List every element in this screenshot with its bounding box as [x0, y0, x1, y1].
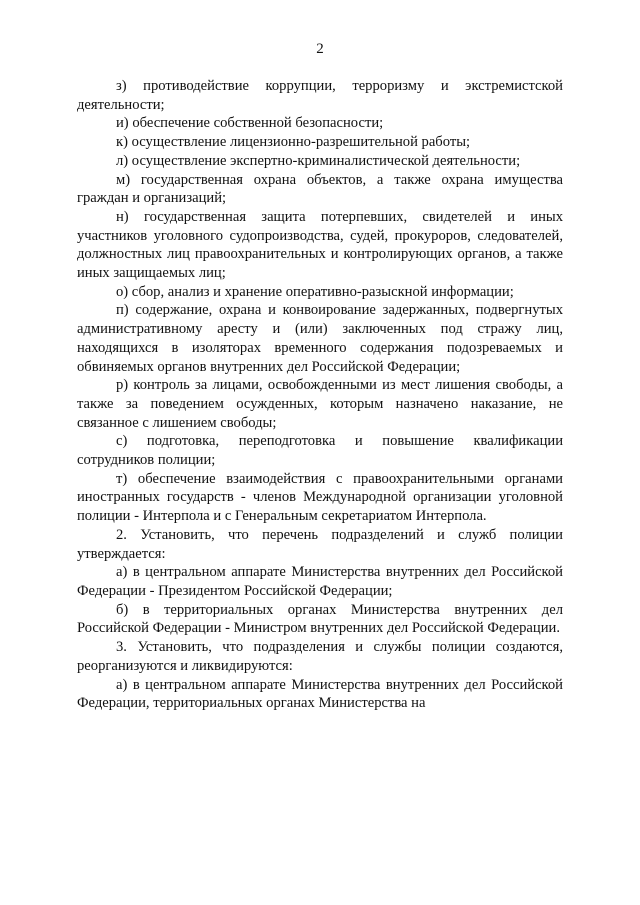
page-number: 2 [316, 41, 324, 57]
paragraph-s: с) подготовка, переподготовка и повышение квалификации сотрудников полиции; [77, 433, 563, 469]
paragraph-o: о) сбор, анализ и хранение оперативно-разыскной информации; [116, 283, 514, 300]
paragraph-item-2a: а) в центральном аппарате Министерства внутренних дел Российской Федерации - Президентом Российской Федерации; [77, 564, 563, 599]
paragraph-p: п) содержание, охрана и конвоирование задержанных, подвергнутых административному аресту и (или) заключенных под стражу лиц, находящихся в изоляторах временного содержания подозреваемых и обвиняемых органов внутренних дел Российской Федерации; [77, 302, 563, 375]
paragraph-item-3a: а) в центральном аппарате Министерства внутренних дел Российской Федерации, территориальных органах Министерства на [77, 676, 563, 712]
paragraph-l: л) осуществление экспертно-криминалистической деятельности; [116, 152, 521, 169]
paragraph-k: к) осуществление лицензионно-разрешительной работы; [116, 134, 471, 151]
document-body [77, 77, 563, 713]
paragraph-i: и) обеспечение собственной безопасности; [116, 115, 384, 132]
paragraph-item-2b: б) в территориальных органах Министерства внутренних дел Российской Федерации - Министром внутренних дел Российской Федерации. [77, 601, 563, 637]
paragraph-r: р) контроль за лицами, освобожденными из мест лишения свободы, а также за поведением осужденных, которым назначено наказание, не связанное с лишением свободы; [77, 377, 563, 431]
paragraph-m: м) государственная охрана объектов, а также охрана имущества граждан и организаций; [77, 171, 563, 207]
paragraph-n: н) государственная защита потерпевших, свидетелей и иных участников уголовного судопроизводства, судей, прокуроров, следователей, должностных лиц правоохранительных и контролирующих органов, а также иных защищаемых лиц; [77, 208, 563, 282]
paragraph-t: т) обеспечение взаимодействия с правоохранительными органами иностранных государств - членов Международной организации уголовной полиции - Интерпола и с Генеральным секретариатом Интерпола. [77, 470, 563, 525]
paragraph-z: з) противодействие коррупции, терроризму и экстремистской деятельности; [77, 78, 563, 113]
paragraph-item-3: 3. Установить, что подразделения и службы полиции создаются, реорганизуются и ликвидируются: [77, 639, 563, 674]
paragraph-item-2: 2. Установить, что перечень подразделений и служб полиции утверждается: [77, 526, 563, 562]
